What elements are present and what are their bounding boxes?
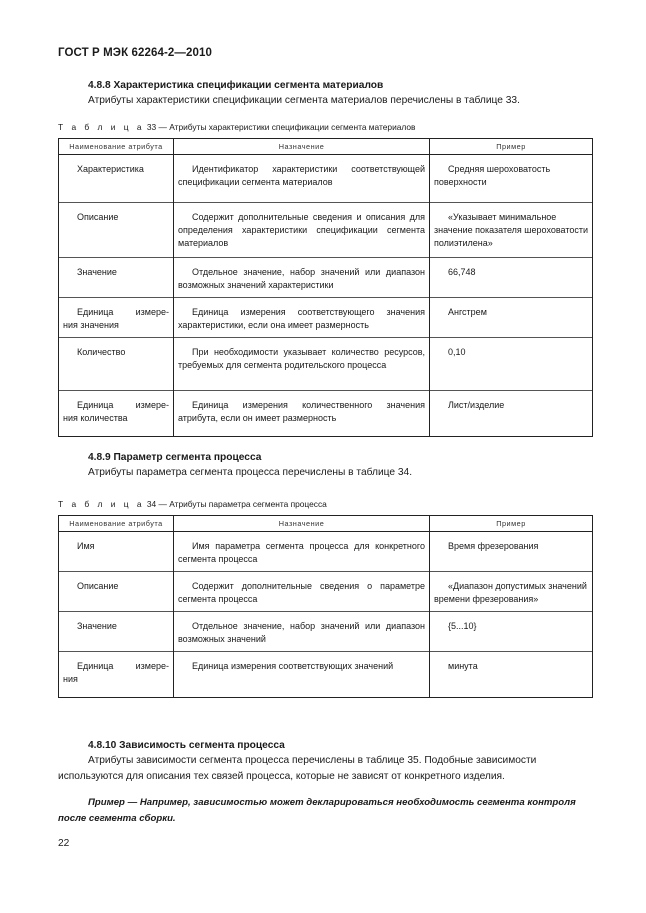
col-header-name: Наименование атрибута [59,516,174,532]
table-row: Характеристика Идентификатор характеристики соответствующей спецификации сегмента материалов Средняя шероховатость поверхности [59,155,593,203]
table-33-caption: Т а б л и ц а 33 — Атрибуты характеристики спецификации сегмента материалов [58,122,416,132]
table-34 [58,515,593,698]
document-header: ГОСТ Р МЭК 62264-2—2010 [58,47,212,59]
table-row: Единица измере- ния значения Единица измерения соответствующего значения характеристики, если она имеет размерность Ангстрем [59,298,593,338]
section-intro-4-8-9: Атрибуты параметра сегмента процесса перечислены в таблице 34. [88,467,413,478]
table-row: Описание Содержит дополнительные сведения о параметре сегмента процесса «Диапазон допустимых значений времени фрезерования» [59,572,593,612]
col-header-example: Пример [430,139,593,155]
section-intro-4-8-8: Атрибуты характеристики спецификации сегмента материалов перечислены в таблице 33. [88,95,520,106]
table-33 [58,138,593,437]
col-header-name: Наименование атрибута [59,139,174,155]
table-row: Имя Имя параметра сегмента процесса для конкретного сегмента процесса Время фрезерования [59,532,593,572]
table-row: Описание Содержит дополнительные сведения и описания для определения характеристики спецификации сегмента материалов «Указывает минимальное значение показателя шероховатости полиэтилена» [59,203,593,258]
table-row: Значение Отдельное значение, набор значений или диапазон возможных значений характеристики 66,748 [59,258,593,298]
example-note: Пример — Например, зависимостью может декларироваться необходимость сегмента контроля после сегмента сборки. [58,797,576,824]
col-header-example: Пример [430,516,593,532]
section-title-4-8-9: 4.8.9 Параметр сегмента процесса [88,452,262,463]
table-row: Значение Отдельное значение, набор значений или диапазон возможных значений {5...10} [59,612,593,652]
section-text-4-8-10: Атрибуты зависимости сегмента процесса перечислены в таблице 35. Подобные зависимости используются для описания тех связей процесса, которые не зависят от конкретного изделия. [58,755,537,782]
page-number: 22 [58,838,70,849]
section-title-4-8-8: 4.8.8 Характеристика спецификации сегмента материалов [88,80,384,91]
table-row: Единица измере- ния количества Единица измерения количественного значения атрибута, если он имеет размерность Лист/изделие [59,391,593,437]
col-header-purpose: Назначение [174,139,430,155]
table-row: Единица измере- ния Единица измерения соответствующих значений минута [59,652,593,698]
table-row: Количество При необходимости указывает количество ресурсов, требуемых для сегмента родительского процесса 0,10 [59,338,593,391]
col-header-purpose: Назначение [174,516,430,532]
table-34-caption: Т а б л и ц а 34 — Атрибуты параметра сегмента процесса [58,499,327,509]
section-title-4-8-10: 4.8.10 Зависимость сегмента процесса [88,740,285,751]
